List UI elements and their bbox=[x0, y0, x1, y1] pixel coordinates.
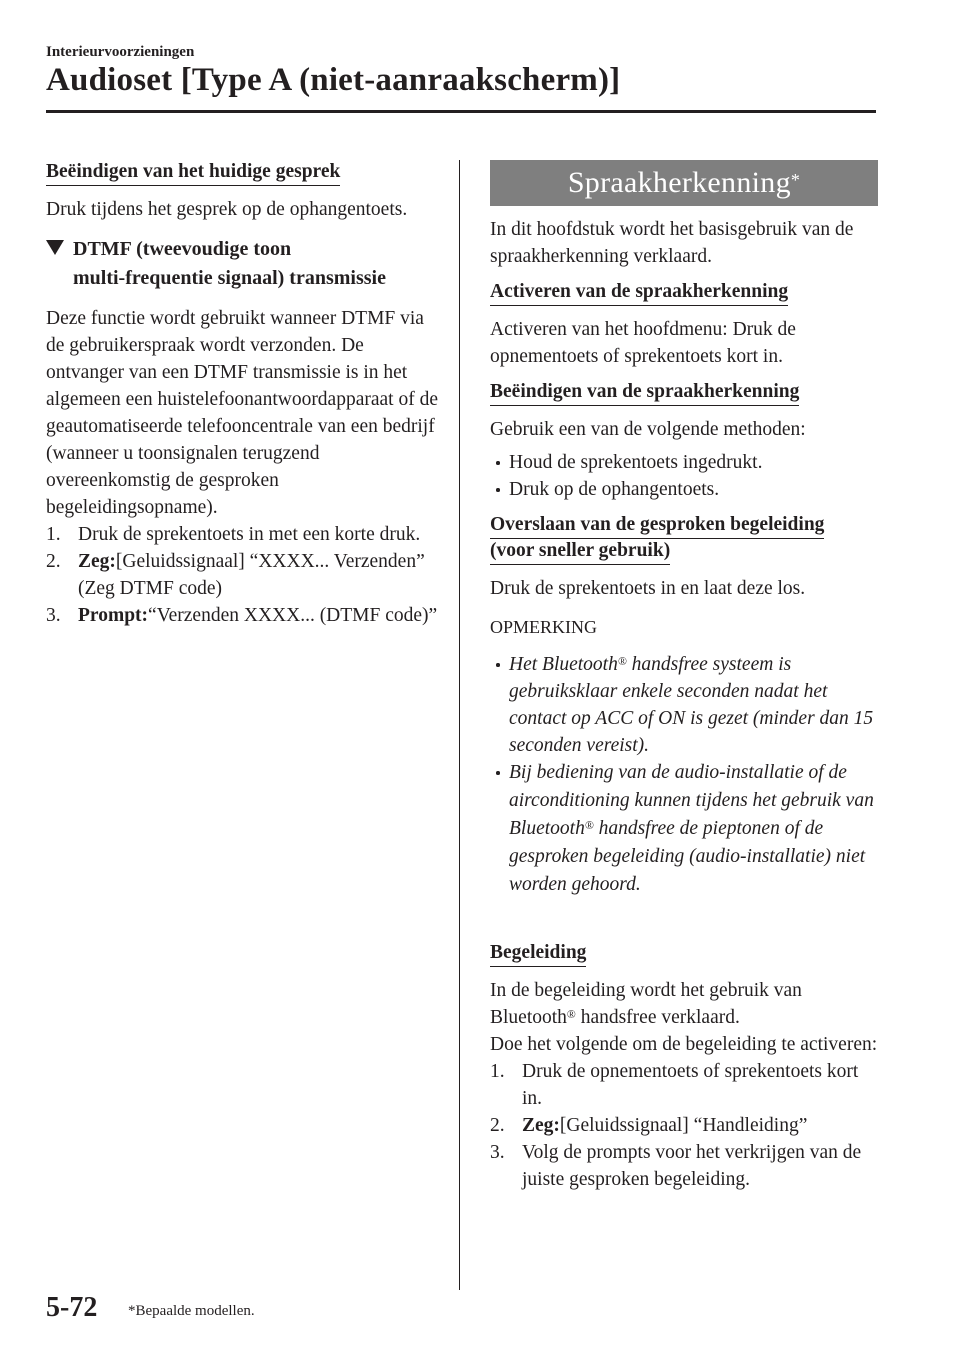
triangle-marker-icon bbox=[46, 240, 64, 255]
step-text: [Geluidssignaal] “XXXX... Verzenden” (Zeg DTMF code) bbox=[78, 551, 425, 599]
paragraph-guide bbox=[490, 977, 882, 1031]
registered-mark: ® bbox=[566, 1008, 576, 1021]
step-number: 3. bbox=[490, 1142, 505, 1163]
paragraph-intro: In dit hoofdstuk wordt het basisgebruik van de spraakherkenning verklaard. bbox=[490, 219, 854, 267]
step-text: [Geluidssignaal] “Handleiding” bbox=[559, 1115, 808, 1136]
heading-skip-line2: (voor sneller gebruik) bbox=[490, 539, 670, 565]
heading-dtmf-line1: DTMF (tweevoudige toon bbox=[73, 238, 292, 260]
heading-skip-line1: Overslaan van de gesproken begeleiding bbox=[490, 513, 824, 539]
note-text: handsfree de pieptonen of de gesproken begeleiding (audio-installatie) niet worden gehoord. bbox=[509, 818, 866, 895]
step-number: 1. bbox=[490, 1061, 505, 1082]
heading-end-call: Beëindigen van het huidige gesprek bbox=[46, 160, 340, 186]
list-item bbox=[490, 1112, 882, 1139]
bullet-text: Druk op de ophangentoets. bbox=[509, 479, 720, 500]
step-number: 2. bbox=[490, 1115, 505, 1136]
banner-title: Spraakherkenning bbox=[567, 166, 791, 199]
banner-asterisk: * bbox=[790, 170, 801, 190]
list-item bbox=[490, 1058, 882, 1112]
bullet-icon bbox=[496, 461, 500, 465]
bullet-icon bbox=[496, 663, 500, 667]
step-text: “Verzenden XXXX... (DTMF code)” bbox=[148, 605, 438, 626]
note-item bbox=[490, 759, 882, 899]
heading-end-recognition: Beëindigen van de spraakherkenning bbox=[490, 380, 799, 406]
note-item bbox=[490, 651, 882, 759]
list-item bbox=[490, 1139, 882, 1193]
registered-mark: ® bbox=[617, 655, 627, 668]
paragraph-end-recognition: Gebruik een van de volgende methoden: bbox=[490, 419, 806, 440]
note-text: handsfree systeem is gebruiksklaar enkele seconden nadat het contact op ACC of ON is gezet (minder dan 15 seconden vereist). bbox=[509, 654, 874, 756]
page-title: Audioset [Type A (niet-aanraakscherm)] bbox=[46, 62, 621, 98]
list-item bbox=[46, 548, 438, 602]
list-item bbox=[46, 521, 438, 548]
registered-mark: ® bbox=[584, 819, 594, 832]
paragraph-activate: Activeren van het hoofdmenu: Druk de opnementoets of sprekentoets kort in. bbox=[490, 319, 796, 367]
paragraph-guide-activate: Doe het volgende om de begeleiding te activeren: bbox=[490, 1034, 878, 1055]
left-column bbox=[46, 160, 438, 629]
column-divider bbox=[459, 160, 460, 1290]
heading-dtmf-line2: multi-frequentie signaal) transmissie bbox=[73, 267, 386, 289]
section-label: Interieurvoorzieningen bbox=[46, 44, 195, 60]
step-text: Druk de opnementoets of sprekentoets kort in. bbox=[522, 1061, 859, 1109]
note-text: Het Bluetooth bbox=[509, 654, 618, 675]
list-item bbox=[490, 449, 882, 476]
paragraph-skip: Druk de sprekentoets in en laat deze los. bbox=[490, 578, 806, 599]
step-text: Druk de sprekentoets in met een korte druk. bbox=[78, 524, 421, 545]
heading-activate: Activeren van de spraakherkenning bbox=[490, 280, 788, 306]
step-number: 2. bbox=[46, 551, 61, 572]
note-text: Bij bediening van de audio-installatie of de airconditioning kunnen tijdens het gebruik van Bluetooth bbox=[509, 762, 874, 839]
list-item bbox=[490, 476, 882, 503]
guide-text: handsfree verklaard. bbox=[575, 1007, 740, 1028]
note-label: OPMERKING bbox=[490, 617, 598, 637]
step-keyword: Zeg: bbox=[78, 551, 116, 572]
footnote: *Bepaalde modellen. bbox=[128, 1303, 255, 1319]
list-item bbox=[46, 602, 438, 629]
heading-dtmf bbox=[46, 235, 438, 293]
header-rule bbox=[46, 110, 876, 113]
step-keyword: Zeg: bbox=[522, 1115, 560, 1136]
heading-guide: Begeleiding bbox=[490, 941, 586, 967]
right-column bbox=[490, 160, 882, 1193]
heading-skip bbox=[490, 513, 882, 565]
bullet-icon bbox=[496, 488, 500, 492]
paragraph-end-call: Druk tijdens het gesprek op de ophangentoets. bbox=[46, 199, 408, 220]
guide-text: In de begeleiding wordt het gebruik van Bluetooth bbox=[490, 980, 802, 1028]
bullet-text: Houd de sprekentoets ingedrukt. bbox=[509, 452, 763, 473]
step-number: 1. bbox=[46, 524, 61, 545]
section-banner bbox=[490, 160, 878, 206]
bullet-icon bbox=[496, 771, 500, 775]
step-number: 3. bbox=[46, 605, 61, 626]
paragraph-dtmf: Deze functie wordt gebruikt wanneer DTMF via de gebruikerspraak wordt verzonden. De ontvanger van een DTMF transmissie is in het algemeen een huistelefoonantwoordapparaat of de geautomatiseerde telefooncentrale van een bedrijf (wanneer u toonsignalen terugzend overeenkomstig de gesproken begeleidingsopname). bbox=[46, 308, 438, 518]
page-number: 5-72 bbox=[46, 1292, 98, 1323]
step-text: Volg de prompts voor het verkrijgen van de juiste gesproken begeleiding. bbox=[522, 1142, 862, 1190]
step-keyword: Prompt: bbox=[78, 605, 149, 626]
